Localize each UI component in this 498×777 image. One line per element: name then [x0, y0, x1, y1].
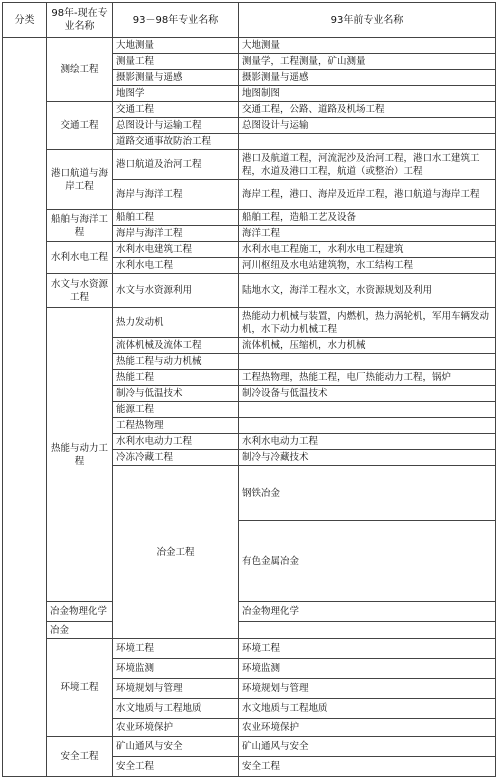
major-9398-cell: 热能工程与动力机械: [113, 354, 239, 370]
major-9398-cell: 能源工程: [113, 402, 239, 418]
major-pre93-cell: [239, 402, 496, 418]
major-pre93-cell: 海岸工程，港口、海岸及近岸工程，港口航道与海岸工程: [239, 180, 496, 210]
major-pre93-cell: 水利水电工程施工，水利水电工程建筑: [239, 242, 496, 258]
major-pre93-cell: 测量学，工程测量，矿山测量: [239, 54, 496, 70]
major-9398-cell: 钢铁冶金: [239, 466, 496, 521]
major-pre93-cell: 总图设计与运输: [239, 118, 496, 134]
major-9398-cell: 冶金: [47, 622, 113, 639]
major-pre93-cell: 冶金物理化学: [239, 602, 496, 622]
major-9398-cell: 环境工程: [113, 639, 239, 659]
table-row: [3, 274, 496, 308]
major-pre93-cell: 环境规划与管理: [239, 679, 496, 699]
major-pre93-cell: 河川枢纽及水电站建筑物，水工结构工程: [239, 258, 496, 274]
major-9398-cell: 环境规划与管理: [113, 679, 239, 699]
major-pre93-cell: 安全工程: [239, 757, 496, 777]
header-current-major: 98年-现在专业名称: [47, 3, 113, 38]
major-pre93-cell: 流体机械，压缩机，水力机械: [239, 338, 496, 354]
major-names-table: [2, 2, 496, 777]
major-9398-cell: 摄影测量与遥感: [113, 70, 239, 86]
table-row: [3, 308, 496, 338]
current-major-cell: 交通工程: [47, 102, 113, 150]
major-9398-cell: 海岸与海洋工程: [113, 180, 239, 210]
major-9398-cell: 安全工程: [113, 757, 239, 777]
table-row: [3, 102, 496, 118]
major-9398-cell: 港口航道及治河工程: [113, 150, 239, 180]
major-9398-cell: 交通工程: [113, 102, 239, 118]
major-pre93-cell: 制冷设备与低温技术: [239, 386, 496, 402]
major-pre93-cell: 工程热物理，热能工程，电厂热能动力工程，锅炉: [239, 370, 496, 386]
major-9398-cell: 大地测量: [113, 38, 239, 54]
major-pre93-cell: 摄影测量与遥感: [239, 70, 496, 86]
major-9398-cell: 有色金属冶金: [239, 521, 496, 602]
table-header-row: [3, 3, 496, 38]
table-row: [3, 737, 496, 757]
major-9398-cell: 道路交通事故防治工程: [113, 134, 239, 150]
major-9398-cell: 水文地质与工程地质: [113, 699, 239, 719]
major-pre93-cell: [239, 134, 496, 150]
major-pre93-cell: 环境工程: [239, 639, 496, 659]
table-row: [3, 622, 496, 639]
major-9398-cell: 水利水电建筑工程: [113, 242, 239, 258]
current-major-cell: 测绘工程: [47, 38, 113, 102]
major-pre93-cell: 港口及航道工程，河流泥沙及治河工程，港口水工建筑工程，水道及港口工程，航道（或整治）工程: [239, 150, 496, 180]
current-major-cell: 环境工程: [47, 639, 113, 737]
header-9398-major: 93－98年专业名称: [113, 3, 239, 38]
major-9398-cell: 总图设计与运输工程: [113, 118, 239, 134]
major-pre93-cell: 热能动力机械与装置，内燃机，热力涡轮机，军用车辆发动机，水下动力机械工程: [239, 308, 496, 338]
major-9398-cell: 环境监测: [113, 659, 239, 679]
current-major-cell: 水文与水资源工程: [47, 274, 113, 308]
major-9398-cell: 制冷与低温技术: [113, 386, 239, 402]
major-9398-cell: 冶金物理化学: [47, 602, 113, 622]
header-category: 分类: [3, 3, 47, 38]
current-major-cell: 冶金工程: [113, 466, 239, 639]
major-pre93-cell: [239, 622, 496, 639]
major-9398-cell: 矿山通风与安全: [113, 737, 239, 757]
current-major-cell: 水利水电工程: [47, 242, 113, 274]
table-row: [3, 602, 496, 622]
major-pre93-cell: 船舶工程，造船工艺及设备: [239, 210, 496, 226]
major-9398-cell: 热能工程: [113, 370, 239, 386]
major-9398-cell: 地图学: [113, 86, 239, 102]
table-body: [3, 38, 496, 777]
table-row: [3, 242, 496, 258]
current-major-cell: 安全工程: [47, 737, 113, 777]
major-pre93-cell: [239, 418, 496, 434]
major-pre93-cell: 陆地水文，海洋工程水文，水资源规划及利用: [239, 274, 496, 308]
major-9398-cell: 农业环境保护: [113, 719, 239, 737]
category-cell: [3, 38, 47, 777]
major-pre93-cell: 农业环境保护: [239, 719, 496, 737]
major-9398-cell: 测量工程: [113, 54, 239, 70]
current-major-cell: 热能与动力工程: [47, 308, 113, 602]
major-9398-cell: 热力发动机: [113, 308, 239, 338]
major-pre93-cell: 水文地质与工程地质: [239, 699, 496, 719]
major-pre93-cell: 矿山通风与安全: [239, 737, 496, 757]
major-pre93-cell: 水利水电动力工程: [239, 434, 496, 450]
major-9398-cell: 水利水电工程: [113, 258, 239, 274]
major-9398-cell: 船舶工程: [113, 210, 239, 226]
current-major-cell: 船舶与海洋工程: [47, 210, 113, 242]
major-9398-cell: 冷冻冷藏工程: [113, 450, 239, 466]
major-9398-cell: 水文与水资源利用: [113, 274, 239, 308]
major-9398-cell: 海岸与海洋工程: [113, 226, 239, 242]
table-row: [3, 38, 496, 54]
table-row: [3, 210, 496, 226]
major-pre93-cell: [239, 354, 496, 370]
major-pre93-cell: 大地测量: [239, 38, 496, 54]
major-pre93-cell: 地图制图: [239, 86, 496, 102]
major-9398-cell: 流体机械及流体工程: [113, 338, 239, 354]
table-row: [3, 639, 496, 659]
major-9398-cell: 水利水电动力工程: [113, 434, 239, 450]
table-row: [3, 150, 496, 180]
major-pre93-cell: 环境监测: [239, 659, 496, 679]
major-pre93-cell: 制冷与冷藏技术: [239, 450, 496, 466]
current-major-cell: 港口航道与海岸工程: [47, 150, 113, 210]
major-9398-cell: 工程热物理: [113, 418, 239, 434]
major-pre93-cell: 海洋工程: [239, 226, 496, 242]
header-pre93-major: 93年前专业名称: [239, 3, 496, 38]
major-pre93-cell: 交通工程，公路、道路及机场工程: [239, 102, 496, 118]
